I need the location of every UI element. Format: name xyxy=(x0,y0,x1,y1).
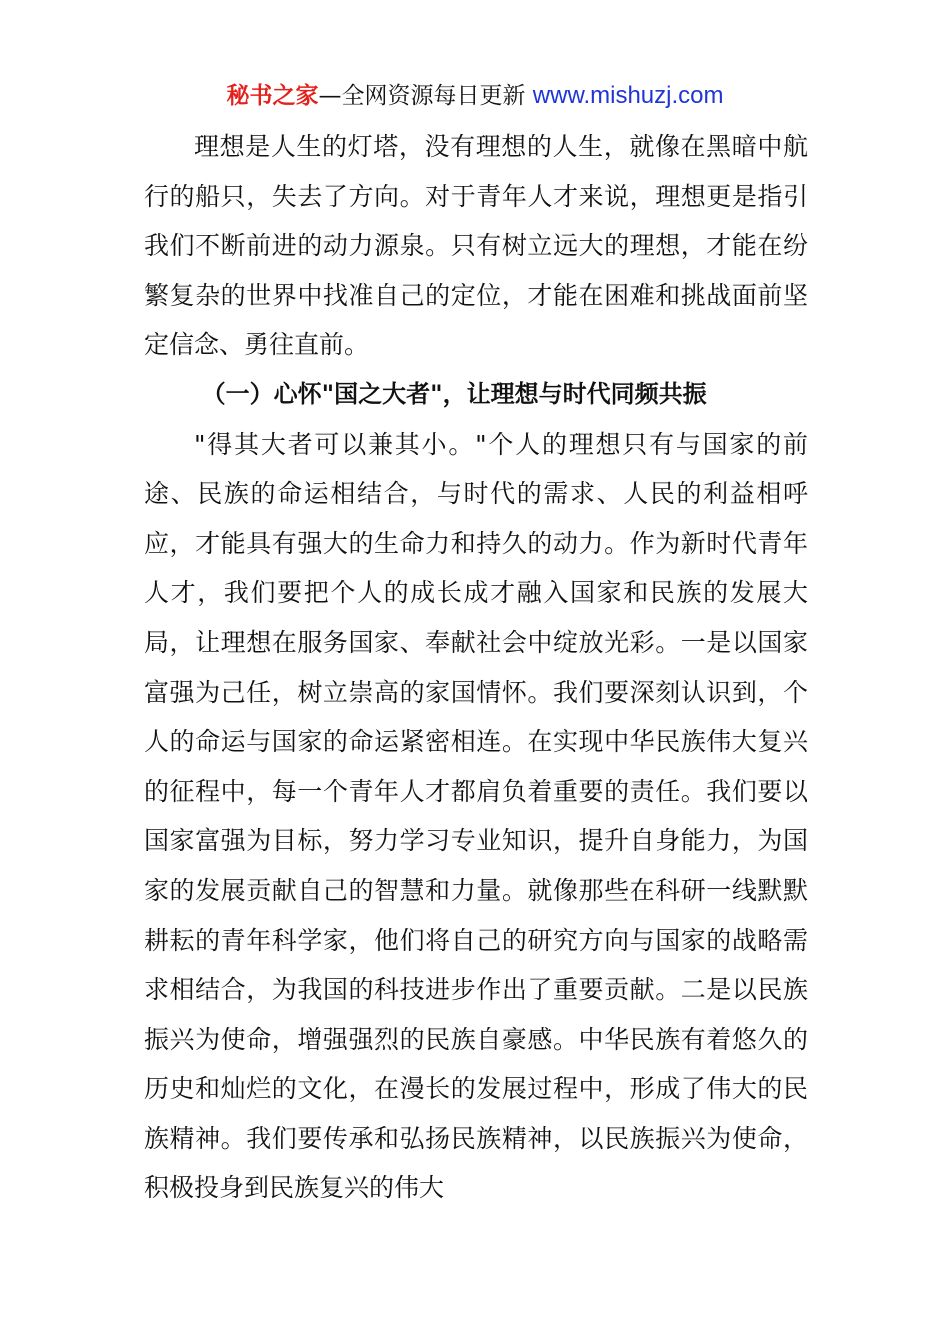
section-heading: （一）心怀"国之大者"，让理想与时代同频共振 xyxy=(201,379,707,408)
page-header xyxy=(0,78,950,114)
header-slogan: —全网资源每日更新 xyxy=(318,83,533,109)
header-brand: 秘书之家 xyxy=(226,83,319,109)
section-paragraph: "得其大者可以兼其小。"个人的理想只有与国家的前途、民族的命运相结合，与时代的需求、人民的利益相呼应，才能具有强大的生命力和持久的动力。作为新时代青年人才，我们要把个人的成长成才融入国家和民族的发展大局，让理想在服务国家、奉献社会中绽放光彩。一是以国家富强为己任，树立崇高的家国情怀。我们要深刻认识到，个人的命运与国家的命运紧密相连。在实现中华民族伟大复兴的征程中，每一个青年人才都肩负着重要的责任。我们要以国家富强为目标，努力学习专业知识，提升自身能力，为国家的发展贡献自己的智慧和力量。就像那些在科研一线默默耕耘的青年科学家，他们将自己的研究方向与国家的战略需求相结合，为我国的科技进步作出了重要贡献。二是以民族振兴为使命，增强强烈的民族自豪感。中华民族有着悠久的历史和灿烂的文化，在漫长的发展过程中，形成了伟大的民族精神。我们要传承和弘扬民族精神，以民族振兴为使命，积极投身到民族复兴的伟大 xyxy=(144,429,808,1203)
intro-paragraph: 理想是人生的灯塔，没有理想的人生，就像在黑暗中航行的船只，失去了方向。对于青年人才来说，理想更是指引我们不断前进的动力源泉。只有树立远大的理想，才能在纷繁复杂的世界中找准自己的定位，才能在困难和挑战面前坚定信念、勇往直前。 xyxy=(144,132,808,360)
document-body xyxy=(144,122,808,1213)
header-url-link[interactable]: www.mishuzj.com xyxy=(532,82,724,109)
